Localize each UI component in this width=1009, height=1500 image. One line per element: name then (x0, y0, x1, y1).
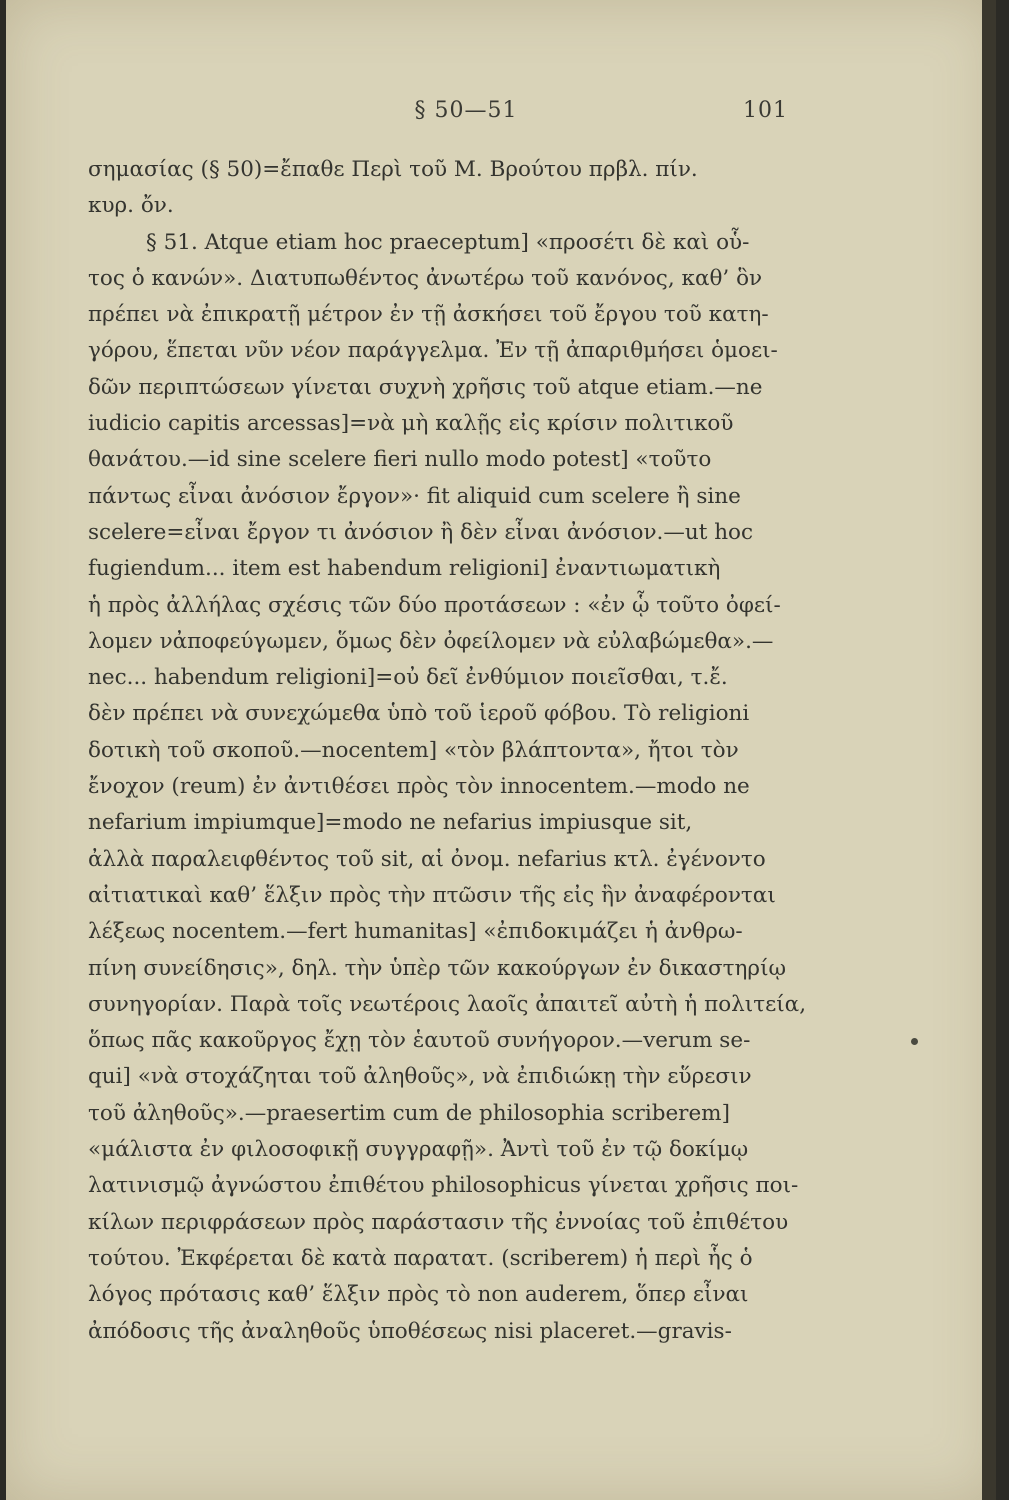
text-line: γόρου, ἕπεται νῦν νέον παράγγελμα. Ἐν τῇ ἀπαριθμήσει ὁμοει- (88, 338, 778, 364)
text-line: ἔνοχον (reum) ἐν ἀντιθέσει πρὸς τὸν innocentem.—modo ne (88, 774, 750, 800)
text-line: πρέπει νὰ ἐπικρατῇ μέτρον ἐν τῇ ἀσκήσει τοῦ ἔργου τοῦ κατη- (88, 302, 769, 328)
text-line: nec... habendum religioni]=οὐ δεῖ ἐνθύμιον ποιεῖσθαι, τ.ἔ. (88, 665, 728, 691)
margin-mark (911, 1038, 918, 1045)
text-line: συνηγορίαν. Παρὰ τοῖς νεωτέροις λαοῖς ἀπαιτεῖ αὐτὴ ἡ πολιτεία, (88, 991, 807, 1017)
text-line: κυρ. ὄν. (88, 193, 174, 219)
text-line: τοῦ ἀληθοῦς».—praesertim cum de philosophia scriberem] (88, 1100, 730, 1126)
text-line: λατινισμῷ ἀγνώστου ἐπιθέτου philosophicus γίνεται χρῆσις ποι- (88, 1173, 799, 1199)
text-line: σημασίας (§ 50)=ἔπαθε Περὶ τοῦ Μ. Βρούτου πρβλ. πίν. (88, 157, 698, 182)
text-line: qui] «νὰ στοχάζηται τοῦ ἀληθοῦς», νὰ ἐπιδιώκῃ τὴν εὕρεσιν (88, 1064, 752, 1090)
text-line: τούτου. Ἐκφέρεται δὲ κατὰ παρατατ. (scriberem) ἡ περὶ ἧς ὁ (88, 1245, 753, 1271)
text-line: λόγος πρότασις καθ’ ἕλξιν πρὸς τὸ non auderem, ὅπερ εἶναι (88, 1282, 749, 1308)
page-header (6, 98, 996, 134)
text-line: λομεν νἀποφεύγωμεν, ὅμως δὲν ὀφείλομεν νὰ εὐλαβώμεθα».— (88, 628, 774, 654)
page-number: 101 (743, 98, 788, 123)
text-line: λέξεως nocentem.—fert humanitas] «ἐπιδοκιμάζει ἡ ἀνθρω- (88, 919, 743, 945)
text-line: ὅπως πᾶς κακοῦργος ἔχῃ τὸν ἑαυτοῦ συνήγορον.—verum se- (88, 1028, 751, 1054)
text-line: τος ὁ κανών». Διατυπωθέντος ἀνωτέρω τοῦ κανόνος, καθ’ ὃν (88, 265, 763, 291)
text-line: ἀπόδοσις τῆς ἀναληθοῦς ὑποθέσεως nisi placeret.—gravis- (88, 1318, 732, 1344)
text-line: scelere=εἶναι ἔργον τι ἀνόσιον ἢ δὲν εἶναι ἀνόσιον.—ut hoc (88, 519, 754, 545)
body-text (88, 152, 828, 1350)
text-line: δοτικὴ τοῦ σκοποῦ.—nocentem] «τὸν βλάπτοντα», ἤτοι τὸν (88, 737, 739, 763)
text-line: πάντως εἶναι ἀνόσιον ἔργον»· fit aliquid cum scelere ἢ sine (88, 483, 741, 509)
running-head: § 50—51 (414, 98, 518, 123)
book-page (6, 0, 996, 1500)
text-line: κίλων περιφράσεων πρὸς παράστασιν τῆς ἐννοίας τοῦ ἐπιθέτου (88, 1209, 789, 1235)
text-line: «μάλιστα ἐν φιλοσοφικῇ συγγραφῇ». Ἀντὶ τοῦ ἐν τῷ δοκίμῳ (88, 1137, 749, 1163)
book-spine (982, 0, 996, 1500)
text-line: αἰτιατικαὶ καθ’ ἕλξιν πρὸς τὴν πτῶσιν τῆς εἰς ἣν ἀναφέρονται (88, 882, 776, 908)
text-line: ἡ πρὸς ἀλλήλας σχέσις τῶν δύο προτάσεων : «ἐν ᾧ τοῦτο ὀφεί- (88, 592, 781, 618)
text-line: πίνη συνείδησις», δηλ. τὴν ὑπὲρ τῶν κακούργων ἐν δικαστηρίῳ (88, 955, 787, 981)
text-line: fugiendum... item est habendum religioni] ἐναντιωματικὴ (88, 556, 721, 582)
text-line: ἀλλὰ παραλειφθέντος τοῦ sit, αἱ ὀνομ. nefarius κτλ. ἐγένοντο (88, 846, 766, 872)
text-line: δῶν περιπτώσεων γίνεται συχνὴ χρῆσις τοῦ atque etiam.—ne (88, 374, 763, 400)
text-line: δὲν πρέπει νὰ συνεχώμεθα ὑπὸ τοῦ ἱεροῦ φόβου. Τὸ religioni (88, 701, 750, 727)
text-line: iudicio capitis arcessas]=νὰ μὴ καλῇς εἰς κρίσιν πολιτικοῦ (88, 411, 734, 437)
text-line: θανάτου.—id sine scelere fieri nullo modo potest] «τοῦτο (88, 447, 712, 473)
text-line: nefarium impiumque]=modo ne nefarius impiusque sit, (88, 810, 693, 836)
text-line: § 51. Atque etiam hoc praeceptum] «προσέτι δὲ καὶ οὗ- (146, 229, 750, 255)
